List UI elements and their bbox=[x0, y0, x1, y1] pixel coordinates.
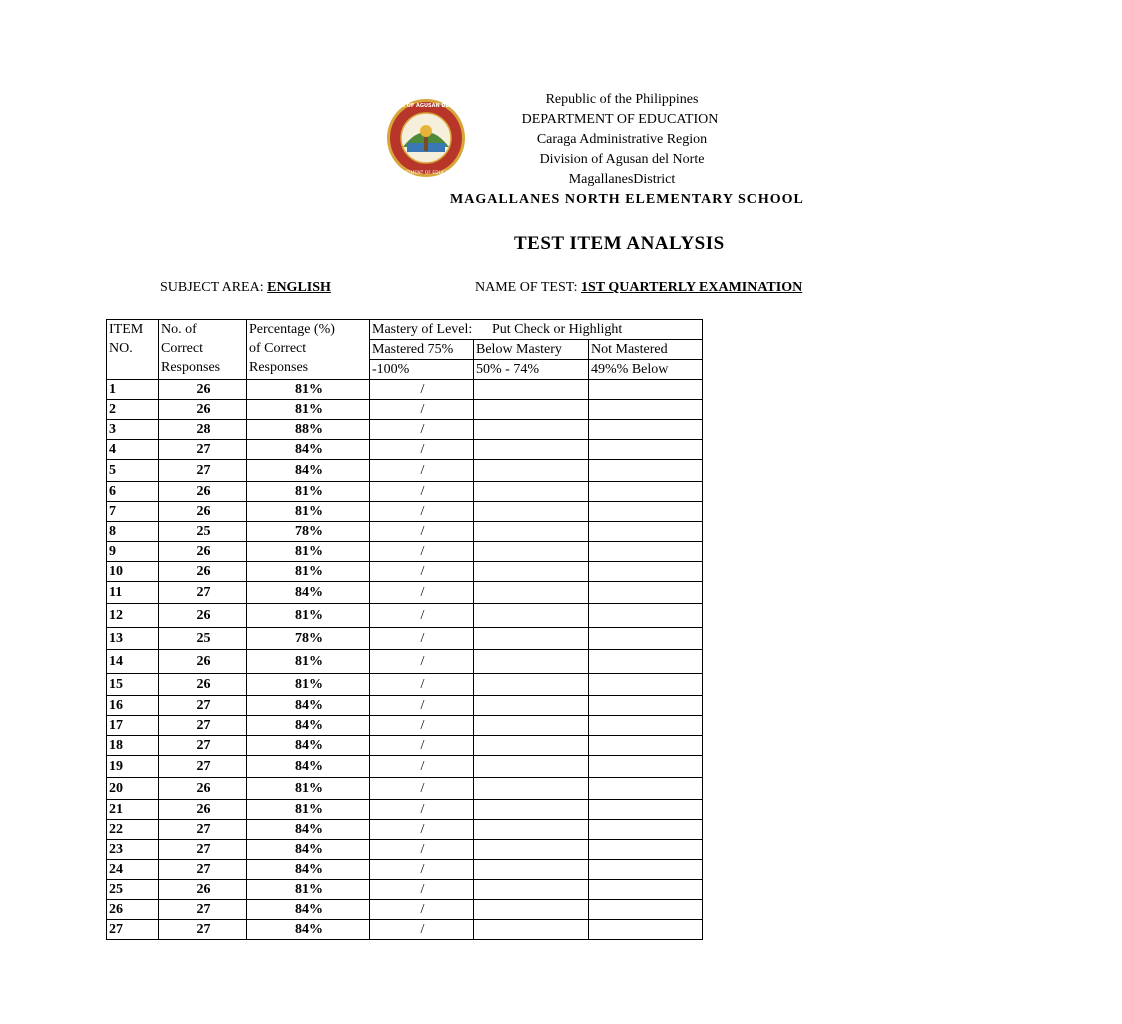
item-number-cell: 14 bbox=[107, 650, 159, 674]
percentage-cell: 84% bbox=[247, 860, 370, 880]
table-row bbox=[107, 674, 703, 696]
percentage-cell: 84% bbox=[247, 900, 370, 920]
header-below-mastery-range: 50% - 74% bbox=[474, 360, 589, 380]
percentage-cell: 84% bbox=[247, 736, 370, 756]
correct-count-cell: 26 bbox=[159, 380, 247, 400]
mastered-check-cell: / bbox=[370, 604, 474, 628]
below-mastery-cell bbox=[474, 420, 589, 440]
mastered-check-cell: / bbox=[370, 900, 474, 920]
not-mastered-cell bbox=[589, 696, 703, 716]
below-mastery-cell bbox=[474, 440, 589, 460]
item-number-cell: 8 bbox=[107, 522, 159, 542]
table-row bbox=[107, 736, 703, 756]
item-number-cell: 2 bbox=[107, 400, 159, 420]
not-mastered-cell bbox=[589, 920, 703, 940]
table-row bbox=[107, 482, 703, 502]
table-row bbox=[107, 860, 703, 880]
below-mastery-cell bbox=[474, 920, 589, 940]
mastered-check-cell: / bbox=[370, 736, 474, 756]
item-number-cell: 21 bbox=[107, 800, 159, 820]
table-row bbox=[107, 778, 703, 800]
header-department: DEPARTMENT OF EDUCATION bbox=[521, 112, 719, 127]
name-of-test-value: 1ST QUARTERLY EXAMINATION bbox=[581, 280, 803, 295]
percentage-cell: 88% bbox=[247, 420, 370, 440]
not-mastered-cell bbox=[589, 716, 703, 736]
correct-count-cell: 27 bbox=[159, 696, 247, 716]
percentage-cell: 81% bbox=[247, 778, 370, 800]
table-row bbox=[107, 562, 703, 582]
correct-count-cell: 25 bbox=[159, 628, 247, 650]
not-mastered-cell bbox=[589, 736, 703, 756]
not-mastered-cell bbox=[589, 674, 703, 696]
table-row bbox=[107, 756, 703, 778]
item-number-cell: 24 bbox=[107, 860, 159, 880]
item-number-cell: 4 bbox=[107, 440, 159, 460]
percentage-cell: 78% bbox=[247, 628, 370, 650]
percentage-cell: 84% bbox=[247, 440, 370, 460]
below-mastery-cell bbox=[474, 900, 589, 920]
percentage-cell: 84% bbox=[247, 756, 370, 778]
below-mastery-cell bbox=[474, 756, 589, 778]
not-mastered-cell bbox=[589, 522, 703, 542]
header-item-no-line1: ITEM bbox=[109, 322, 144, 337]
table-row bbox=[107, 522, 703, 542]
mastered-check-cell: / bbox=[370, 820, 474, 840]
subject-area bbox=[160, 280, 331, 296]
not-mastered-cell bbox=[589, 900, 703, 920]
mastered-check-cell: / bbox=[370, 482, 474, 502]
table-row bbox=[107, 696, 703, 716]
subject-area-value: ENGLISH bbox=[267, 280, 331, 295]
percentage-cell: 81% bbox=[247, 650, 370, 674]
mastered-check-cell: / bbox=[370, 674, 474, 696]
seal-top-text: DIVISION OF AGUSAN DEL NORTE bbox=[379, 103, 473, 109]
item-number-cell: 6 bbox=[107, 482, 159, 502]
correct-count-cell: 27 bbox=[159, 820, 247, 840]
table-row bbox=[107, 400, 703, 420]
percentage-cell: 81% bbox=[247, 604, 370, 628]
header-district: MagallanesDistrict bbox=[568, 172, 676, 187]
mastered-check-cell: / bbox=[370, 628, 474, 650]
item-number-cell: 7 bbox=[107, 502, 159, 522]
item-number-cell: 18 bbox=[107, 736, 159, 756]
header-correct-line1: No. of bbox=[161, 322, 197, 337]
percentage-cell: 81% bbox=[247, 562, 370, 582]
correct-count-cell: 26 bbox=[159, 800, 247, 820]
table-row bbox=[107, 920, 703, 940]
item-number-cell: 15 bbox=[107, 674, 159, 696]
table-row bbox=[107, 716, 703, 736]
correct-count-cell: 26 bbox=[159, 482, 247, 502]
item-number-cell: 5 bbox=[107, 460, 159, 482]
item-number-cell: 23 bbox=[107, 840, 159, 860]
percentage-cell: 81% bbox=[247, 542, 370, 562]
table-row bbox=[107, 542, 703, 562]
item-number-cell: 25 bbox=[107, 880, 159, 900]
correct-count-cell: 27 bbox=[159, 736, 247, 756]
item-number-cell: 22 bbox=[107, 820, 159, 840]
header-percentage bbox=[247, 320, 370, 380]
item-number-cell: 20 bbox=[107, 778, 159, 800]
correct-count-cell: 26 bbox=[159, 400, 247, 420]
below-mastery-cell bbox=[474, 820, 589, 840]
table-row bbox=[107, 628, 703, 650]
mastered-check-cell: / bbox=[370, 650, 474, 674]
below-mastery-cell bbox=[474, 696, 589, 716]
below-mastery-cell bbox=[474, 800, 589, 820]
header-item-no bbox=[107, 320, 159, 380]
table-body bbox=[107, 380, 703, 940]
not-mastered-cell bbox=[589, 380, 703, 400]
table-row bbox=[107, 420, 703, 440]
header-mastery-label: Mastery of Level: bbox=[372, 322, 473, 337]
below-mastery-cell bbox=[474, 380, 589, 400]
school-name: MAGALLANES NORTH ELEMENTARY SCHOOL bbox=[450, 192, 804, 207]
not-mastered-cell bbox=[589, 820, 703, 840]
not-mastered-cell bbox=[589, 502, 703, 522]
header-mastered: Mastered 75% bbox=[370, 340, 474, 360]
table-row bbox=[107, 900, 703, 920]
percentage-cell: 81% bbox=[247, 800, 370, 820]
mastered-check-cell: / bbox=[370, 582, 474, 604]
mastered-check-cell: / bbox=[370, 522, 474, 542]
header-percentage-line2: of Correct bbox=[249, 341, 307, 356]
percentage-cell: 81% bbox=[247, 400, 370, 420]
below-mastery-cell bbox=[474, 542, 589, 562]
header-put-check: Put Check or Highlight bbox=[492, 322, 623, 337]
mastered-check-cell: / bbox=[370, 380, 474, 400]
percentage-cell: 84% bbox=[247, 820, 370, 840]
item-number-cell: 27 bbox=[107, 920, 159, 940]
below-mastery-cell bbox=[474, 522, 589, 542]
percentage-cell: 78% bbox=[247, 522, 370, 542]
below-mastery-cell bbox=[474, 482, 589, 502]
not-mastered-cell bbox=[589, 650, 703, 674]
not-mastered-cell bbox=[589, 756, 703, 778]
below-mastery-cell bbox=[474, 460, 589, 482]
correct-count-cell: 27 bbox=[159, 716, 247, 736]
percentage-cell: 81% bbox=[247, 380, 370, 400]
mastered-check-cell: / bbox=[370, 800, 474, 820]
mastered-check-cell: / bbox=[370, 716, 474, 736]
not-mastered-cell bbox=[589, 562, 703, 582]
header-not-mastered: Not Mastered bbox=[589, 340, 703, 360]
percentage-cell: 81% bbox=[247, 880, 370, 900]
below-mastery-cell bbox=[474, 650, 589, 674]
header-correct-line2: Correct bbox=[161, 341, 203, 356]
correct-count-cell: 25 bbox=[159, 522, 247, 542]
item-number-cell: 19 bbox=[107, 756, 159, 778]
not-mastered-cell bbox=[589, 778, 703, 800]
header-below-mastery: Below Mastery bbox=[474, 340, 589, 360]
seal-bottom-text: DEPARTMENT OF EDUCATION bbox=[393, 171, 459, 176]
not-mastered-cell bbox=[589, 840, 703, 860]
not-mastered-cell bbox=[589, 860, 703, 880]
item-number-cell: 10 bbox=[107, 562, 159, 582]
below-mastery-cell bbox=[474, 716, 589, 736]
mastered-check-cell: / bbox=[370, 502, 474, 522]
below-mastery-cell bbox=[474, 604, 589, 628]
header-percentage-line3: Responses bbox=[249, 360, 309, 375]
mastered-check-cell: / bbox=[370, 562, 474, 582]
correct-count-cell: 28 bbox=[159, 420, 247, 440]
item-number-cell: 13 bbox=[107, 628, 159, 650]
table-row bbox=[107, 440, 703, 460]
below-mastery-cell bbox=[474, 840, 589, 860]
correct-count-cell: 27 bbox=[159, 582, 247, 604]
table-row bbox=[107, 800, 703, 820]
correct-count-cell: 26 bbox=[159, 880, 247, 900]
header-region: Caraga Administrative Region bbox=[536, 132, 708, 147]
item-number-cell: 1 bbox=[107, 380, 159, 400]
header-not-mastered-range: 49%% Below bbox=[589, 360, 703, 380]
percentage-cell: 84% bbox=[247, 716, 370, 736]
table-header-row-1 bbox=[107, 320, 703, 340]
below-mastery-cell bbox=[474, 860, 589, 880]
below-mastery-cell bbox=[474, 880, 589, 900]
not-mastered-cell bbox=[589, 800, 703, 820]
correct-count-cell: 26 bbox=[159, 650, 247, 674]
correct-count-cell: 27 bbox=[159, 860, 247, 880]
mastered-check-cell: / bbox=[370, 756, 474, 778]
subject-area-label: SUBJECT AREA: bbox=[160, 280, 264, 295]
not-mastered-cell bbox=[589, 482, 703, 502]
table-row bbox=[107, 582, 703, 604]
correct-count-cell: 26 bbox=[159, 542, 247, 562]
correct-count-cell: 26 bbox=[159, 562, 247, 582]
table-row bbox=[107, 840, 703, 860]
below-mastery-cell bbox=[474, 674, 589, 696]
correct-count-cell: 27 bbox=[159, 900, 247, 920]
correct-count-cell: 27 bbox=[159, 440, 247, 460]
item-number-cell: 12 bbox=[107, 604, 159, 628]
percentage-cell: 84% bbox=[247, 920, 370, 940]
correct-count-cell: 27 bbox=[159, 460, 247, 482]
item-number-cell: 3 bbox=[107, 420, 159, 440]
not-mastered-cell bbox=[589, 880, 703, 900]
page-title: TEST ITEM ANALYSIS bbox=[514, 233, 725, 254]
below-mastery-cell bbox=[474, 628, 589, 650]
below-mastery-cell bbox=[474, 502, 589, 522]
mastered-check-cell: / bbox=[370, 860, 474, 880]
header-item-no-line2: NO. bbox=[109, 341, 133, 356]
item-analysis-table bbox=[106, 319, 703, 940]
mastered-check-cell: / bbox=[370, 400, 474, 420]
item-number-cell: 11 bbox=[107, 582, 159, 604]
header-mastery-level bbox=[370, 320, 703, 340]
header-mastered-range: -100% bbox=[370, 360, 474, 380]
item-number-cell: 17 bbox=[107, 716, 159, 736]
table-row bbox=[107, 460, 703, 482]
header-percentage-line1: Percentage (%) bbox=[249, 322, 335, 337]
correct-count-cell: 26 bbox=[159, 674, 247, 696]
percentage-cell: 84% bbox=[247, 840, 370, 860]
table-row bbox=[107, 820, 703, 840]
mastered-check-cell: / bbox=[370, 420, 474, 440]
item-number-cell: 9 bbox=[107, 542, 159, 562]
below-mastery-cell bbox=[474, 736, 589, 756]
not-mastered-cell bbox=[589, 604, 703, 628]
not-mastered-cell bbox=[589, 460, 703, 482]
mastered-check-cell: / bbox=[370, 440, 474, 460]
percentage-cell: 81% bbox=[247, 482, 370, 502]
not-mastered-cell bbox=[589, 542, 703, 562]
table-row bbox=[107, 380, 703, 400]
percentage-cell: 84% bbox=[247, 582, 370, 604]
correct-count-cell: 27 bbox=[159, 920, 247, 940]
not-mastered-cell bbox=[589, 400, 703, 420]
below-mastery-cell bbox=[474, 778, 589, 800]
not-mastered-cell bbox=[589, 440, 703, 460]
mastered-check-cell: / bbox=[370, 880, 474, 900]
correct-count-cell: 26 bbox=[159, 778, 247, 800]
not-mastered-cell bbox=[589, 420, 703, 440]
percentage-cell: 84% bbox=[247, 460, 370, 482]
correct-count-cell: 27 bbox=[159, 756, 247, 778]
mastered-check-cell: / bbox=[370, 542, 474, 562]
header-correct-responses bbox=[159, 320, 247, 380]
header-division: Division of Agusan del Norte bbox=[539, 152, 705, 167]
below-mastery-cell bbox=[474, 582, 589, 604]
correct-count-cell: 27 bbox=[159, 840, 247, 860]
below-mastery-cell bbox=[474, 400, 589, 420]
correct-count-cell: 26 bbox=[159, 502, 247, 522]
percentage-cell: 84% bbox=[247, 696, 370, 716]
name-of-test-label: NAME OF TEST: bbox=[475, 280, 578, 295]
mastered-check-cell: / bbox=[370, 696, 474, 716]
mastered-check-cell: / bbox=[370, 840, 474, 860]
not-mastered-cell bbox=[589, 628, 703, 650]
not-mastered-cell bbox=[589, 582, 703, 604]
table-row bbox=[107, 604, 703, 628]
header-correct-line3: Responses bbox=[161, 360, 221, 375]
table-row bbox=[107, 502, 703, 522]
header-republic: Republic of the Philippines bbox=[545, 92, 699, 107]
below-mastery-cell bbox=[474, 562, 589, 582]
item-number-cell: 26 bbox=[107, 900, 159, 920]
name-of-test bbox=[475, 280, 802, 296]
table-row bbox=[107, 880, 703, 900]
item-number-cell: 16 bbox=[107, 696, 159, 716]
mastered-check-cell: / bbox=[370, 778, 474, 800]
percentage-cell: 81% bbox=[247, 502, 370, 522]
mastered-check-cell: / bbox=[370, 460, 474, 482]
percentage-cell: 81% bbox=[247, 674, 370, 696]
table-row bbox=[107, 650, 703, 674]
correct-count-cell: 26 bbox=[159, 604, 247, 628]
mastered-check-cell: / bbox=[370, 920, 474, 940]
